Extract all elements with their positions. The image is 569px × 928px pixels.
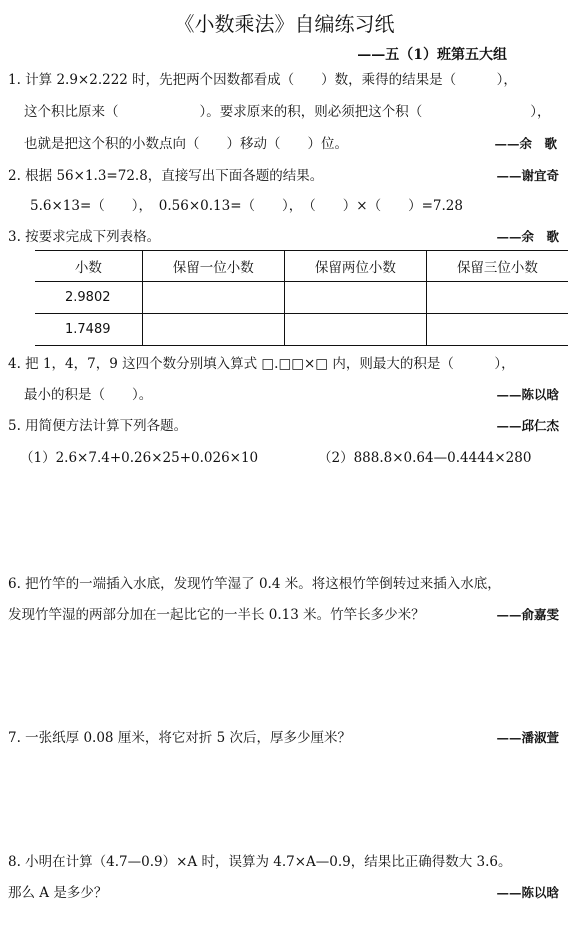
q5-author: ——邱仁杰	[496, 418, 559, 433]
table-cell	[284, 282, 426, 314]
table-cell	[142, 282, 284, 314]
q3-author: ——余 歌	[496, 229, 559, 244]
table-row	[35, 282, 568, 314]
q8-line1: 8. 小明在计算（4.7—0.9）×A 时，误算为 4.7×A—0.9，结果比正确得数大 3.6。	[8, 854, 512, 870]
q1-author: ——余 歌	[494, 136, 557, 151]
table-cell: 1.7489	[35, 314, 142, 346]
q7-line1: 7. 一张纸厚 0.08 厘米，将它对折 5 次后，厚多少厘米？	[8, 730, 351, 746]
q2-line1: 2. 根据 56×1.3=72.8，直接写出下面各题的结果。	[8, 168, 324, 184]
table-cell	[426, 314, 568, 346]
q4-author: ——陈以晗	[496, 387, 559, 402]
q4-line2: 最小的积是（ ）。	[24, 387, 153, 403]
q6-author: ——俞嘉雯	[496, 607, 559, 622]
q2-line2: 5.6×13=（ ）， 0.56×0.13=（ ）， （ ）×（ ）=7.28	[30, 198, 463, 214]
table-row	[35, 314, 568, 346]
q5-sub1: （1）2.6×7.4+0.26×25+0.026×10	[20, 450, 259, 466]
table-cell	[142, 314, 284, 346]
q1-line1: 1. 计算 2.9×2.222 时，先把两个因数都看成（ ）数，乘得的结果是（ ），	[8, 72, 517, 88]
q8-author: ——陈以晗	[496, 885, 559, 900]
table-header-row	[35, 251, 568, 282]
q5-line1: 5. 用简便方法计算下列各题。	[8, 418, 188, 434]
page-title: 《小数乘法》自编练习纸	[174, 12, 395, 36]
table-cell: 2.9802	[35, 282, 142, 314]
q2-author: ——谢宜奇	[496, 168, 559, 183]
q6-line2: 发现竹竿湿的两部分加在一起比它的一半长 0.13 米。竹竿长多少米？	[8, 607, 425, 623]
table-cell	[284, 314, 426, 346]
subtitle: ——五（1）班第五大组	[357, 47, 507, 63]
q3-line1: 3. 按要求完成下列表格。	[8, 229, 161, 245]
q1-line2: 这个积比原来（ ）。要求原来的积，则必须把这个积（ ），	[24, 104, 551, 120]
q1-line3: 也就是把这个积的小数点向（ ）移动（ ）位。	[24, 136, 348, 152]
q5-sub2: （2）888.8×0.64—0.4444×280	[318, 450, 532, 466]
q4-line1: 4. 把 1，4，7，9 这四个数分别填入算式 □.□□×□ 内，则最大的积是（ ），	[8, 356, 515, 372]
table-header: 保留一位小数	[142, 251, 284, 282]
q7-author: ——潘淑萱	[496, 730, 559, 745]
table-header: 小数	[35, 251, 142, 282]
q6-line1: 6. 把竹竿的一端插入水底，发现竹竿湿了 0.4 米。将这根竹竿倒转过来插入水底，	[8, 576, 501, 592]
table-header: 保留三位小数	[426, 251, 568, 282]
rounding-table	[35, 250, 568, 346]
table-header: 保留两位小数	[284, 251, 426, 282]
table-cell	[426, 282, 568, 314]
q8-line2: 那么 A 是多少？	[8, 885, 108, 901]
